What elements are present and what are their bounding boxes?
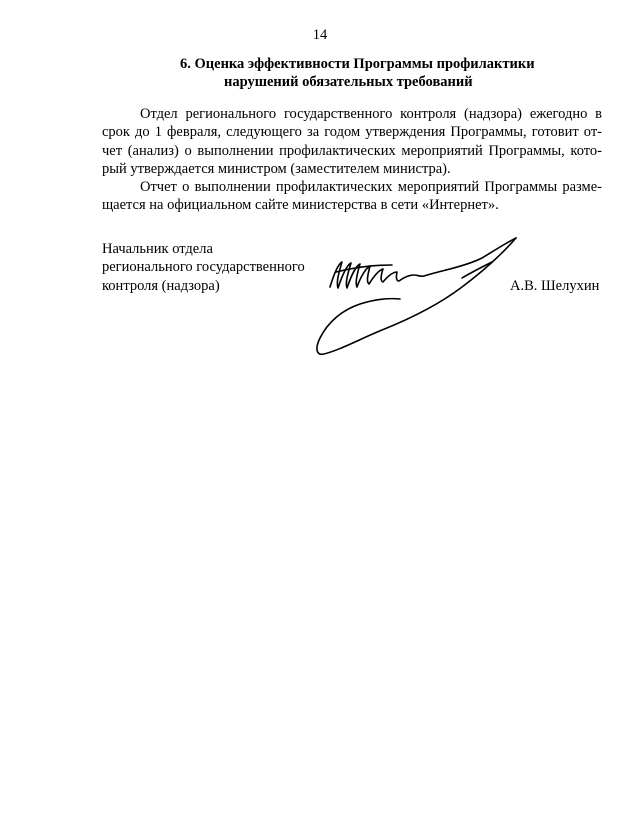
signer-position-line: контроля (надзора) [102, 277, 220, 294]
paragraph-line: чет (анализ) о выполнении профилактических мероприятий Программы, кото- [102, 142, 602, 159]
page-number: 14 [312, 27, 328, 43]
handwritten-signature [312, 232, 527, 357]
signer-position [102, 240, 305, 295]
paragraph-line: Отчет о выполнении профилактических мероприятий Программы разме- [140, 179, 602, 196]
section-heading [180, 55, 560, 91]
body-text [102, 105, 602, 215]
paragraph-line: Отдел регионального государственного контроля (надзора) ежегодно в [140, 106, 602, 122]
paragraph-publication [102, 178, 602, 215]
paragraph-line: щается на официальном сайте министерства в сети «Интернет». [102, 197, 499, 214]
signer-position-line: Начальник отдела [102, 241, 213, 257]
signer-position-line: регионального государственного [102, 259, 305, 276]
paragraph-line: срок до 1 февраля, следующего за годом утверждения Программы, готовит от- [102, 124, 602, 141]
paragraph-line: рый утверждается министром (заместителем министра). [102, 160, 451, 177]
section-title-line-2: нарушений обязательных требований [224, 74, 473, 90]
signer-name: А.В. Шелухин [510, 278, 600, 294]
paragraph-report [102, 105, 602, 178]
section-title-line-1: 6. Оценка эффективности Программы профилактики [180, 56, 535, 72]
